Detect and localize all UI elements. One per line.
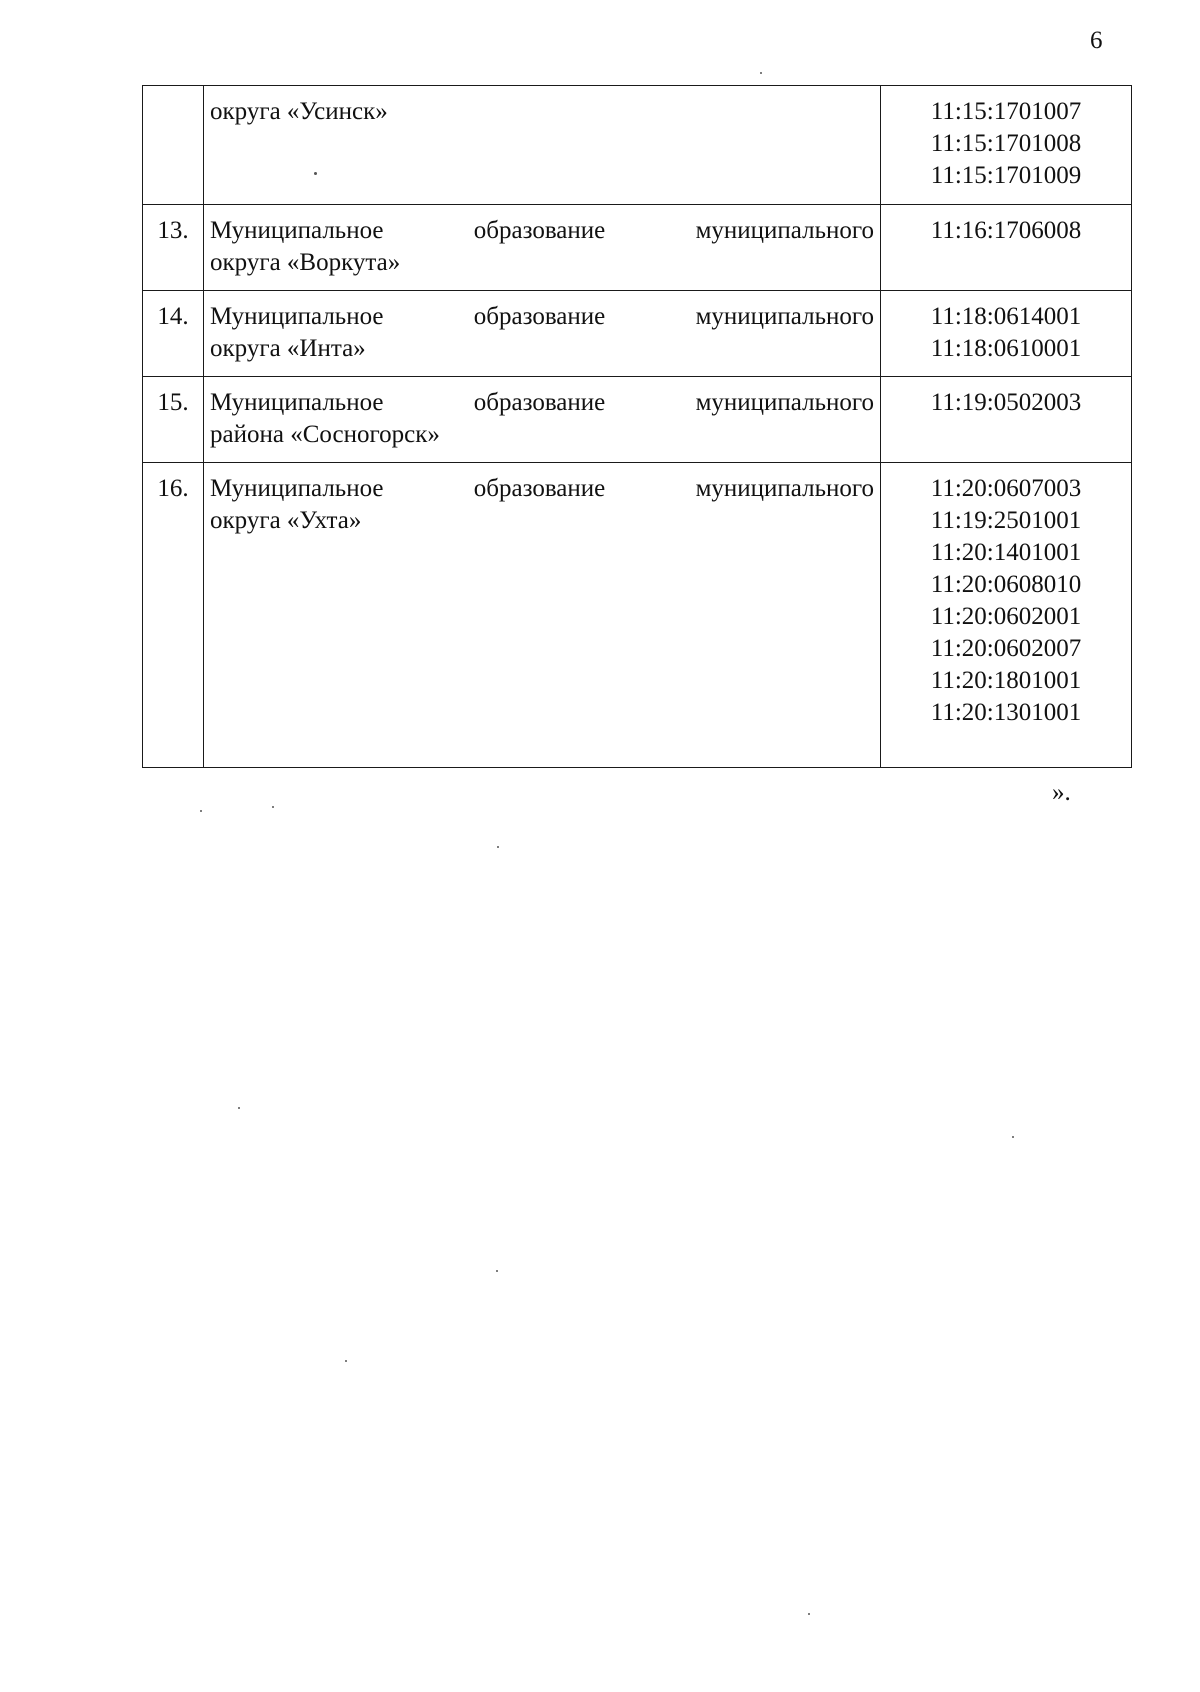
scan-speck (496, 1270, 498, 1272)
name-word: образование (473, 389, 606, 416)
cadastral-codes (881, 205, 1132, 291)
municipality-name (204, 86, 881, 205)
cadastral-codes (881, 463, 1132, 768)
name-word: Муниципальное (210, 389, 384, 416)
name-word: муниципального (695, 389, 874, 416)
cadastral-code: 11:20:0608010 (930, 571, 1082, 598)
table-row (143, 377, 1132, 463)
scan-speck (345, 1360, 347, 1362)
cadastral-code: 11:16:1706008 (930, 217, 1082, 244)
municipality-name (204, 291, 881, 377)
cadastral-code: 11:20:0607003 (930, 475, 1082, 502)
row-number (143, 86, 204, 205)
cadastral-codes (881, 86, 1132, 205)
name-word: муниципального (695, 217, 874, 244)
cadastral-codes (881, 377, 1132, 463)
row-number: 13. (143, 205, 204, 291)
table-row (143, 463, 1132, 768)
cadastral-code: 11:18:0610001 (930, 335, 1082, 362)
cadastral-code: 11:18:0614001 (930, 303, 1082, 330)
municipality-name-line (210, 473, 874, 505)
scan-speck (497, 846, 499, 848)
name-word: Муниципальное (210, 475, 384, 502)
municipality-name-line: округа «Ухта» (210, 507, 362, 534)
row-number: 14. (143, 291, 204, 377)
municipality-name-line (210, 387, 874, 419)
scan-speck (314, 172, 317, 175)
name-word: Муниципальное (210, 303, 384, 330)
cadastral-code: 11:15:1701009 (930, 162, 1082, 189)
municipality-name-line (210, 301, 874, 333)
municipality-name-line: округа «Усинск» (210, 98, 388, 125)
cadastral-code: 11:20:1301001 (930, 699, 1082, 726)
page-number: 6 (1090, 27, 1103, 54)
name-word: образование (473, 475, 606, 502)
table-row (143, 205, 1132, 291)
scan-speck (760, 72, 762, 74)
name-word: муниципального (695, 475, 874, 502)
name-word: образование (473, 217, 606, 244)
row-number: 15. (143, 377, 204, 463)
municipal-cadastral-table (142, 85, 1132, 768)
municipality-name (204, 377, 881, 463)
closing-quote: ». (1052, 779, 1071, 806)
scan-speck (1012, 1136, 1014, 1138)
name-word: Муниципальное (210, 217, 384, 244)
scan-speck (200, 810, 202, 812)
scan-speck (808, 1613, 810, 1615)
cadastral-code: 11:20:0602007 (930, 635, 1082, 662)
municipality-name-line: района «Сосногорск» (210, 421, 440, 448)
cadastral-code: 11:19:0502003 (930, 389, 1082, 416)
cadastral-code: 11:20:0602001 (930, 603, 1082, 630)
cadastral-code: 11:19:2501001 (930, 507, 1082, 534)
municipality-name-line: округа «Инта» (210, 335, 366, 362)
cadastral-codes (881, 291, 1132, 377)
name-word: образование (473, 303, 606, 330)
municipality-name (204, 205, 881, 291)
cadastral-code: 11:15:1701008 (930, 130, 1082, 157)
municipality-name-line (210, 215, 874, 247)
cadastral-code: 11:15:1701007 (930, 98, 1082, 125)
name-word: муниципального (695, 303, 874, 330)
row-number: 16. (143, 463, 204, 768)
municipality-name (204, 463, 881, 768)
cadastral-code: 11:20:1801001 (930, 667, 1082, 694)
municipality-name-line: округа «Воркута» (210, 249, 401, 276)
cadastral-code: 11:20:1401001 (930, 539, 1082, 566)
table-row (143, 291, 1132, 377)
scan-speck (272, 806, 274, 808)
scan-speck (238, 1107, 240, 1109)
table-row (143, 86, 1132, 205)
